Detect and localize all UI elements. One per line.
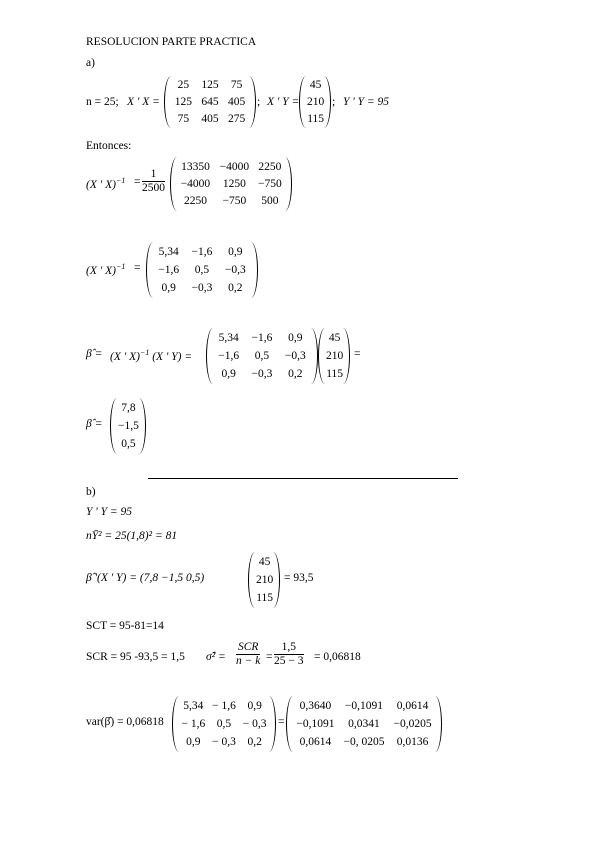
var-inverse-matrix — [172, 696, 276, 752]
matrix-cell: 0,5 — [121, 438, 136, 450]
matrix-cell: 0,9 — [247, 700, 262, 712]
matrix-cell: 25 — [177, 79, 190, 92]
adjugate-matrix — [170, 157, 292, 211]
semicolon-1: ; — [257, 96, 261, 108]
matrix-cell: 500 — [261, 195, 279, 208]
beta-hat-label: β̂ = — [86, 348, 103, 360]
matrix-cell: 2250 — [258, 160, 282, 173]
beta-equals-tail: = — [354, 348, 361, 360]
matrix-cell: −4000 — [180, 177, 211, 190]
inverse-matrix — [146, 242, 258, 298]
scr-fraction: $\frac{\text{SCR}}{n - k}$ — [236, 641, 261, 667]
part-a-label: a) — [86, 57, 95, 69]
yty-b: Y ' Y = 95 — [86, 506, 133, 518]
sigma-hat-lhs: σ̂² = — [206, 651, 226, 663]
matrix-cell: −0,3 — [251, 368, 273, 380]
semicolon-2: ; — [332, 96, 336, 108]
inverse-label: (X ' X)$^{-1}$ — [86, 176, 126, 191]
matrix-cell: 645 — [201, 95, 219, 108]
sigma-hat-rhs: = 0,06818 — [314, 651, 361, 663]
matrix-cell: 0,9 — [288, 332, 303, 344]
matrix-cell: −4000 — [219, 160, 250, 173]
matrix-cell: 115 — [256, 592, 274, 604]
sct-equation: SCT = 95-81=14 — [86, 620, 164, 632]
matrix-cell: 0,2 — [247, 736, 262, 748]
matrix-cell: 405 — [201, 112, 219, 125]
equals-sign: = — [134, 176, 141, 188]
matrix-cell: 210 — [307, 95, 325, 108]
matrix-cell: 5,34 — [218, 332, 239, 344]
matrix-cell: 0,5 — [194, 264, 210, 276]
matrix-cell: 0,9 — [161, 282, 176, 294]
matrix-cell: 115 — [307, 112, 325, 125]
beta-xty-vector — [318, 328, 350, 384]
matrix-cell: − 1,6 — [181, 718, 206, 730]
var-result-matrix — [286, 696, 442, 752]
matrix-cell: 0,9 — [228, 246, 243, 258]
matrix-cell: 75 — [177, 112, 190, 125]
matrix-cell: −1,6 — [218, 350, 240, 362]
matrix-cell: 45 — [258, 556, 271, 568]
matrix-cell: 75 — [230, 79, 243, 92]
equals-sign-var: = — [278, 716, 285, 728]
beta-xty-lhs: β̂ '(X ' Y) = (7,8 −1,5 0,5) — [86, 572, 205, 584]
matrix-cell: 2250 — [183, 195, 207, 208]
matrix-cell: −0,3 — [191, 282, 213, 294]
matrix-cell: − 0,3 — [212, 736, 236, 748]
matrix-cell: 0,0614 — [396, 700, 429, 712]
equals-sign-2: = — [134, 262, 141, 274]
heading: RESOLUCION PARTE PRACTICA — [86, 36, 257, 48]
matrix-cell: 0,9 — [186, 736, 201, 748]
matrix-cell: 0,0614 — [299, 736, 332, 748]
xtx-matrix — [164, 76, 256, 128]
part-b-label: b) — [86, 486, 96, 498]
yty-equation: Y ' Y = 95 — [343, 96, 390, 108]
xty-vector — [299, 76, 331, 128]
matrix-cell: 7,8 — [121, 402, 136, 414]
matrix-cell: 45 — [328, 332, 341, 344]
matrix-cell: 5,34 — [183, 700, 204, 712]
matrix-cell: − 0,3 — [242, 718, 267, 730]
beta-result-vector — [110, 398, 146, 454]
beta-xty-rhs: = 93,5 — [284, 572, 314, 584]
matrix-cell: 210 — [326, 350, 344, 362]
matrix-cell: 125 — [201, 79, 219, 92]
matrix-cell: 0,2 — [288, 368, 303, 380]
section-divider — [148, 478, 458, 479]
matrix-cell: 275 — [228, 112, 246, 125]
matrix-cell: 0,0136 — [396, 736, 429, 748]
matrix-cell: 0,3640 — [299, 700, 332, 712]
beta-expression: (X ' X)$^{-1}$ (X ' Y) = — [110, 348, 193, 363]
matrix-cell: 5,34 — [158, 246, 179, 258]
var-beta-lhs: var(β̂) = 0,06818 — [86, 716, 164, 728]
matrix-cell: −0,3 — [284, 350, 306, 362]
matrix-cell: − 1,6 — [212, 700, 236, 712]
matrix-cell: 0,5 — [254, 350, 270, 362]
entonces-label: Entonces: — [86, 140, 132, 152]
matrix-cell: 45 — [309, 79, 322, 92]
matrix-cell: −0, 0205 — [343, 736, 385, 748]
value-fraction: $\frac{1,5}{25 - 3}$ — [274, 641, 304, 667]
n-equation: n = 25; — [86, 96, 119, 108]
matrix-cell: −750 — [258, 177, 282, 190]
matrix-cell: −0,0205 — [393, 718, 432, 730]
matrix-cell: −750 — [222, 195, 247, 208]
scalar-fraction: $\frac{1}{2500}$ — [142, 168, 165, 194]
matrix-cell: 115 — [326, 368, 344, 380]
beta-inverse-matrix — [206, 328, 318, 384]
matrix-cell: −1,6 — [191, 246, 213, 258]
matrix-cell: 405 — [228, 95, 246, 108]
matrix-cell: 0,2 — [228, 282, 243, 294]
matrix-cell: −0,1091 — [344, 700, 384, 712]
inverse-label-2: (X ' X)$^{-1}$ — [86, 262, 126, 277]
matrix-cell: −1,6 — [158, 264, 180, 276]
matrix-cell: 0,0341 — [348, 718, 380, 730]
beta-xty-vector-b — [248, 552, 280, 608]
n-ybar-squared: nȲ² = 25(1,8)² = 81 — [86, 530, 178, 542]
matrix-cell: −0,3 — [224, 264, 246, 276]
matrix-cell: 210 — [256, 574, 274, 586]
scr-equation: SCR = 95 -93,5 = 1,5 — [86, 651, 185, 663]
xtx-label: X ' X = — [127, 96, 160, 108]
matrix-cell: 0,5 — [216, 718, 232, 730]
matrix-cell: 0,9 — [221, 368, 236, 380]
matrix-cell: 1250 — [222, 177, 246, 190]
matrix-cell: −0,1091 — [296, 718, 335, 730]
matrix-cell: −1,5 — [118, 420, 139, 432]
beta-hat-result-label: β̂ = — [86, 418, 103, 430]
equals-sign-b: = — [266, 651, 273, 663]
xty-label: X ' Y = — [267, 96, 300, 108]
matrix-cell: 13350 — [181, 160, 210, 173]
matrix-cell: −1,6 — [251, 332, 273, 344]
matrix-cell: 125 — [174, 95, 192, 108]
